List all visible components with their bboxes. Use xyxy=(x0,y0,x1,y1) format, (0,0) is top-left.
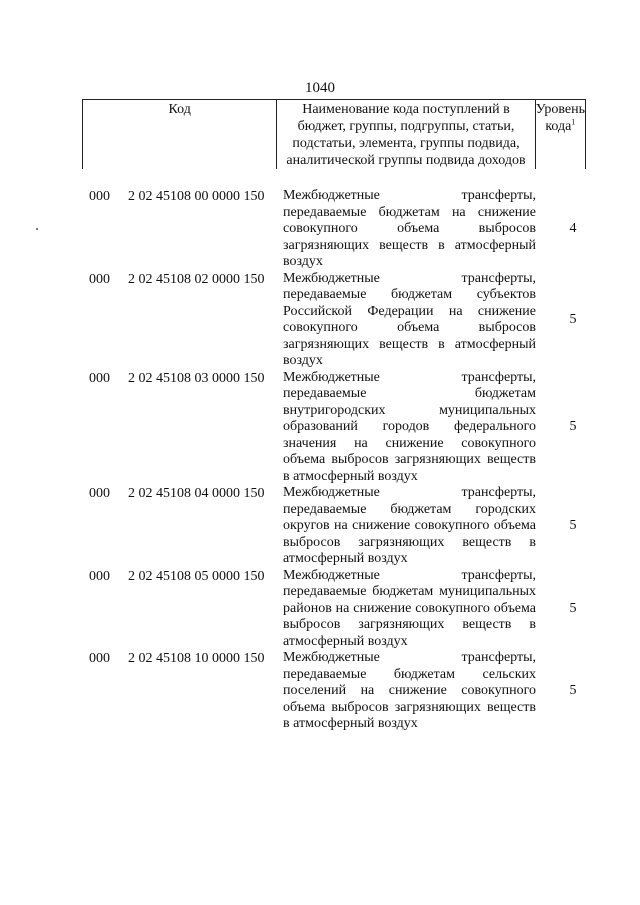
row-prefix: 000 xyxy=(89,189,110,204)
row-code: 2 02 45108 00 0000 150 xyxy=(128,189,265,204)
row-code: 2 02 45108 02 0000 150 xyxy=(128,271,265,287)
row-level: 5 xyxy=(569,419,577,435)
header-name: Наименование кода поступлений в бюджет, группы, подгруппы, статьи, подстатьи, элемента, группы подвида, аналитической группы подвида доходов xyxy=(277,100,535,169)
table-row xyxy=(0,370,640,486)
table-row xyxy=(0,568,640,651)
table-header xyxy=(82,99,586,169)
row-prefix: 000 xyxy=(89,568,110,584)
row-level: 4 xyxy=(569,221,577,237)
row-level: 5 xyxy=(569,683,577,699)
row-prefix: 000 xyxy=(89,486,110,501)
row-name: Межбюджетные трансферты, передаваемые бюджетам на снижение совокупного объема выбросов загрязняющих веществ в атмосферный воздух xyxy=(283,188,536,269)
row-code: 2 02 45108 10 0000 150 xyxy=(128,651,265,666)
row-name: Межбюджетные трансферты, передаваемые бюджетам муниципальных районов на снижение совокупного объема выбросов загрязняющих веществ в атмосферный воздух xyxy=(283,567,536,649)
row-prefix: 000 xyxy=(89,651,110,666)
row-name: Межбюджетные трансферты, передаваемые бюджетам внутригородских муниципальных образований городов федерального значения на снижение совокупного объема выбросов загрязняющих веществ в атмосферный воздух xyxy=(283,369,536,484)
row-level: 5 xyxy=(569,518,577,534)
row-name: Межбюджетные трансферты, передаваемые бюджетам сельских поселений на снижение совокупного объема выбросов загрязняющих веществ в атмосферный воздух xyxy=(283,650,536,731)
table-row xyxy=(0,650,640,733)
table-body xyxy=(0,188,640,733)
table-row xyxy=(0,485,640,568)
table-row xyxy=(0,271,640,370)
page-number: 1040 xyxy=(305,80,335,96)
row-level: 5 xyxy=(569,600,577,616)
row-level: 5 xyxy=(569,312,577,327)
row-name: Межбюджетные трансферты, передаваемые бюджетам городских округов на снижение совокупного объема выбросов загрязняющих веществ в атмосферный воздух xyxy=(283,485,536,566)
row-code: 2 02 45108 03 0000 150 xyxy=(128,370,265,386)
row-prefix: 000 xyxy=(89,271,110,287)
header-code: Код xyxy=(83,100,277,169)
header-level-label: Уровень кода xyxy=(535,102,585,134)
row-code: 2 02 45108 04 0000 150 xyxy=(128,486,265,501)
table-row xyxy=(0,188,640,271)
header-level xyxy=(536,100,585,169)
header-level-footnote: 1 xyxy=(571,117,576,127)
row-prefix: 000 xyxy=(89,370,110,386)
row-code: 2 02 45108 05 0000 150 xyxy=(128,568,265,584)
row-name: Межбюджетные трансферты, передаваемые бюджетам субъектов Российской Федерации на снижение совокупного объема выбросов загрязняющих веществ в атмосферный воздух xyxy=(283,270,536,368)
